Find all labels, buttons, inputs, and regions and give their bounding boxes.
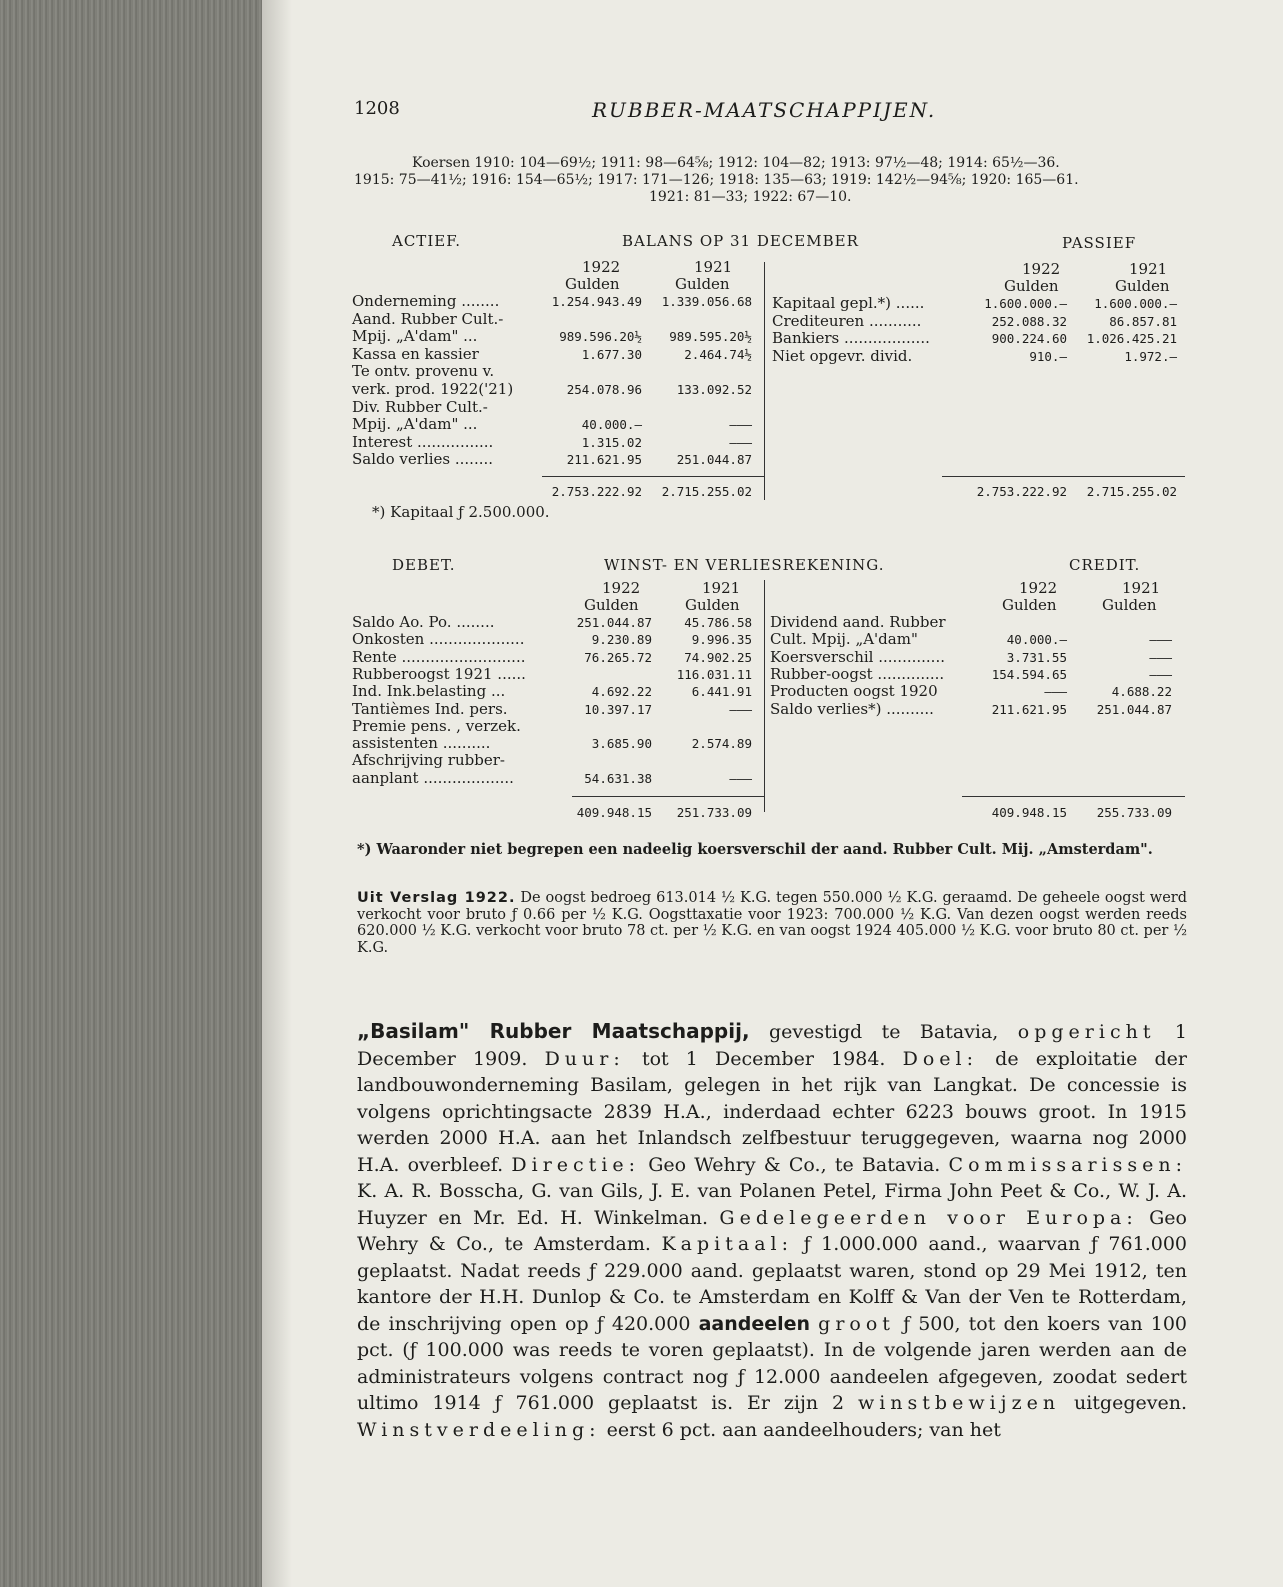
- passief-row-label: Kapitaal gepl.*) ......: [772, 294, 925, 312]
- basilam-duration: tot 1 December 1984.: [641, 1047, 886, 1070]
- debet-heading: DEBET.: [392, 556, 456, 574]
- basilam-seat: gevestigd te Batavia,: [769, 1021, 999, 1043]
- winst-footnote: *) Waaronder niet begrepen een nadeelig koersverschil der aand. Rubber Cult. Mij. „Amsterdam".: [357, 841, 1153, 858]
- debet-total-b: 251.733.09: [676, 805, 752, 820]
- debet-row-label: Tantièmes Ind. pers.: [352, 699, 508, 718]
- actief-row-value-a: 1.315.02: [581, 434, 642, 450]
- credit-row-value-a: ———: [1044, 684, 1067, 700]
- balans-divider: [764, 262, 765, 500]
- winst-divider: [764, 580, 765, 812]
- actief-row-value-b: ———: [729, 417, 752, 433]
- debet-row-value-b: 74.902.25: [684, 649, 752, 665]
- debet-unit-a: Gulden: [584, 596, 639, 614]
- actief-row-value-b: 2.464.74½: [684, 346, 752, 362]
- winstbewijzen-label: winstbewijzen: [857, 1392, 1061, 1414]
- credit-year-a: 1922: [1019, 579, 1058, 597]
- passief-unit-a: Gulden: [1004, 277, 1059, 295]
- koersen-line-1: Koersen 1910: 104—69½; 1911: 98—64⅝; 1912: 104—82; 1913: 97½—48; 1914: 65½—36.: [412, 155, 1060, 171]
- credit-total-a: 409.948.15: [991, 805, 1067, 820]
- passief-row-value-b: 1.600.000.—: [1094, 296, 1177, 311]
- debet-row-value-b: ———: [729, 701, 752, 717]
- winstverdeeling-label: Winstverdeeling:: [357, 1418, 601, 1441]
- actief-row-label: Mpij. „A'dam" ...: [352, 327, 478, 346]
- credit-row-value-a: 3.731.55: [1006, 649, 1067, 665]
- passief-total-b: 2.715.255.02: [1086, 484, 1177, 499]
- actief-row-value-a: 989.596.20½: [559, 329, 642, 345]
- company-name: „Basilam" Rubber Maatschappij,: [357, 1019, 750, 1043]
- debet-row-value-b: 6.441.91: [691, 684, 752, 700]
- passief-total-a: 2.753.222.92: [976, 484, 1067, 499]
- basilam-kapitaal: ƒ 1.000.000 aand., waarvan ƒ 761.000 geplaatst. Nadat reeds ƒ 229.000 aand. geplaatst waren, stond op 29 Mei 1912, ten kantore der H.H. Dunlop & Co. te Amsterdam en Kolff & Van der Ven te Rotterdam, de inschrijving open op ƒ 420.000: [357, 1233, 1188, 1335]
- passief-unit-b: Gulden: [1115, 277, 1170, 295]
- kapitaal-label: Kapitaal:: [661, 1233, 794, 1255]
- credit-row-value-a: 211.621.95: [991, 701, 1067, 717]
- duur-label: Duur:: [544, 1047, 625, 1070]
- passief-row-value-b: 1.972.—: [1124, 348, 1177, 364]
- credit-row-label: Producten oogst 1920: [770, 682, 938, 701]
- actief-row-value-a: 211.621.95: [566, 452, 642, 468]
- basilam-gedelegeerden: Geo Wehry & Co., te Amsterdam.: [357, 1206, 1187, 1255]
- credit-total-rule: [962, 796, 1185, 797]
- passief-year-b: 1921: [1129, 260, 1168, 278]
- actief-row-label: verk. prod. 1922('21): [352, 380, 514, 398]
- actief-row-value-b: 989.595.20½: [669, 329, 752, 345]
- passief-year-a: 1922: [1022, 260, 1061, 278]
- balans-footnote: *) Kapitaal ƒ 2.500.000.: [372, 503, 550, 521]
- basilam-issued: uitgegeven.: [1073, 1392, 1187, 1414]
- actief-row-label: Te ontv. provenu v.: [352, 362, 495, 381]
- opgericht-label: opgericht: [1017, 1021, 1156, 1043]
- credit-year-b: 1921: [1122, 579, 1161, 597]
- actief-total-a: 2.753.222.92: [551, 484, 642, 499]
- commissarissen-label: Commissarissen:: [948, 1153, 1188, 1176]
- directie-label: Directie:: [511, 1153, 641, 1176]
- credit-row-value-b: ———: [1149, 649, 1172, 665]
- actief-row-value-a: 254.078.96: [566, 382, 642, 397]
- verslag-lead: Uit Verslag 1922.: [357, 890, 516, 906]
- basilam-founded: 1 December 1909.: [357, 1021, 1187, 1070]
- passief-heading: PASSIEF: [1062, 234, 1137, 252]
- debet-row-label: Afschrijving rubber-: [352, 751, 505, 770]
- actief-row-label: Onderneming ........: [352, 292, 500, 310]
- debet-row-label: Rente ..........................: [352, 647, 526, 666]
- credit-row-label: Dividend aand. Rubber: [770, 613, 946, 631]
- credit-total-b: 255.733.09: [1096, 805, 1172, 820]
- passief-row-label: Bankiers ..................: [772, 329, 930, 348]
- balans-unit-a: Gulden: [565, 275, 620, 293]
- basilam-winstverdeeling: eerst 6 pct. aan aandeelhouders; van het: [606, 1418, 1001, 1441]
- running-title: RUBBER-MAATSCHAPPIJEN.: [592, 98, 937, 122]
- credit-row-value-a: 40.000.—: [1006, 632, 1067, 648]
- balans-year-a: 1922: [582, 258, 621, 276]
- debet-total-a: 409.948.15: [576, 805, 652, 820]
- verslag-text: De oogst bedroeg 613.014 ½ K.G. tegen 550.000 ½ K.G. geraamd. De geheele oogst werd verkocht voor bruto ƒ 0.66 per ½ K.G. Oogsttaxatie voor 1923: 700.000 ½ K.G. Van dezen oogst werden reeds 620.000 ½ K.G. verkocht voor bruto 78 ct. per ½ K.G. en van oogst 1924 405.000 ½ K.G. voor bruto 80 ct. per ½ K.G.: [357, 890, 1187, 956]
- debet-row-label: Saldo Ao. Po. ........: [352, 613, 495, 631]
- debet-row-label: Rubberoogst 1921 ......: [352, 664, 526, 683]
- debet-total-rule: [572, 796, 764, 797]
- balans-year-b: 1921: [694, 258, 733, 276]
- actief-row-label: Mpij. „A'dam" ...: [352, 415, 478, 434]
- actief-row-label: Aand. Rubber Cult.-: [352, 309, 504, 328]
- actief-row-value-a: 1.254.943.49: [551, 294, 642, 309]
- debet-row-value-b: 9.996.35: [691, 632, 752, 648]
- actief-row-label: Interest ................: [352, 432, 494, 451]
- passief-row-value-a: 1.600.000.—: [984, 296, 1067, 311]
- passief-row-value-b: 1.026.425.21: [1086, 331, 1177, 347]
- debet-row-value-a: 3.685.90: [591, 736, 652, 752]
- debet-row-value-a: 76.265.72: [584, 649, 652, 665]
- balans-title: BALANS OP 31 DECEMBER: [622, 232, 859, 250]
- actief-row-value-a: 40.000.—: [581, 417, 642, 433]
- debet-unit-b: Gulden: [685, 596, 740, 614]
- book-page-edges: [0, 0, 280, 1587]
- book-page: [262, 0, 1283, 1587]
- debet-row-value-a: 9.230.89: [591, 632, 652, 648]
- actief-row-value-a: 1.677.30: [581, 346, 642, 362]
- debet-row-label: aanplant ...................: [352, 768, 514, 787]
- basilam-commissarissen: K. A. R. Bosscha, G. van Gils, J. E. van Polanen Petel, Firma John Peet & Co., W. J. A. Huyzer en Mr. Ed. H. Winkelman.: [357, 1180, 1187, 1229]
- verslag-paragraph: [357, 890, 1187, 956]
- actief-heading: ACTIEF.: [392, 232, 462, 250]
- basilam-paragraph: [357, 1018, 1187, 1443]
- passief-row-value-a: 252.088.32: [991, 313, 1067, 329]
- passief-row-value-a: 910.—: [1029, 348, 1067, 364]
- actief-row-label: Saldo verlies ........: [352, 450, 494, 469]
- actief-total-b: 2.715.255.02: [661, 484, 752, 499]
- credit-row-label: Cult. Mpij. „A'dam": [770, 630, 918, 649]
- credit-row-label: Saldo verlies*) ..........: [770, 699, 934, 718]
- page-number: 1208: [354, 98, 400, 119]
- debet-row-label: assistenten ..........: [352, 734, 491, 753]
- actief-row-value-b: ———: [729, 434, 752, 450]
- credit-heading: CREDIT.: [1069, 556, 1141, 574]
- debet-row-value-b: 2.574.89: [691, 736, 752, 752]
- debet-row-label: Ind. Ink.belasting ...: [352, 682, 506, 701]
- passief-row-label: Crediteuren ...........: [772, 311, 922, 330]
- debet-row-value-b: ———: [729, 770, 752, 786]
- passief-row-value-b: 86.857.81: [1109, 313, 1177, 329]
- groot-label: groot: [818, 1312, 895, 1335]
- debet-row-value-a: 4.692.22: [591, 684, 652, 700]
- credit-row-value-b: 4.688.22: [1111, 684, 1172, 700]
- koersen-line-3: 1921: 81—33; 1922: 67—10.: [649, 189, 852, 205]
- credit-row-value-a: 154.594.65: [991, 666, 1067, 682]
- credit-row-value-b: 251.044.87: [1096, 701, 1172, 717]
- debet-row-value-a: 54.631.38: [584, 770, 652, 786]
- actief-row-value-b: 133.092.52: [676, 382, 752, 397]
- debet-row-label: Onkosten ....................: [352, 630, 525, 649]
- actief-row-label: Div. Rubber Cult.-: [352, 397, 488, 416]
- koersen-line-2: 1915: 75—41½; 1916: 154—65½; 1917: 171—126; 1918: 135—63; 1919: 142½—94⅝; 1920: 165—61.: [354, 172, 1079, 188]
- credit-unit-b: Gulden: [1102, 596, 1157, 614]
- debet-year-b: 1921: [702, 579, 741, 597]
- credit-row-label: Rubber-oogst ..............: [770, 664, 945, 683]
- credit-row-value-b: ———: [1149, 632, 1172, 648]
- passief-row-label: Niet opgevr. divid.: [772, 346, 913, 365]
- actief-row-label: Kassa en kassier: [352, 344, 479, 363]
- passief-row-value-a: 900.224.60: [991, 331, 1067, 347]
- debet-row-value-a: 10.397.17: [584, 701, 652, 717]
- debet-year-a: 1922: [602, 579, 641, 597]
- debet-row-value-a: 251.044.87: [576, 615, 652, 630]
- credit-unit-a: Gulden: [1002, 596, 1057, 614]
- actief-row-value-b: 251.044.87: [676, 452, 752, 468]
- debet-row-value-b: 45.786.58: [684, 615, 752, 630]
- aandeelen-label: aandeelen: [698, 1312, 811, 1335]
- basilam-shares: ƒ 500, tot den koers van 100 pct. (ƒ 100.000 was reeds te voren geplaatst). In de volgende jaren werden aan de administrateurs volgens contract nog ƒ 12.000 aandeelen afgegeven, zoodat sedert ultimo 1914 ƒ 761.000 geplaatst is. Er zijn 2: [357, 1312, 1188, 1414]
- actief-total-rule: [542, 476, 764, 477]
- doel-label: Doel:: [902, 1047, 979, 1070]
- actief-row-value-b: 1.339.056.68: [661, 294, 752, 309]
- credit-row-label: Koersverschil ..............: [770, 647, 945, 666]
- debet-row-value-b: 116.031.11: [676, 666, 752, 682]
- basilam-directie: Geo Wehry & Co., te Batavia.: [648, 1153, 941, 1176]
- winst-title: WINST- EN VERLIESREKENING.: [604, 556, 885, 574]
- balans-unit-b: Gulden: [675, 275, 730, 293]
- basilam-purpose: de exploitatie der landbouwonderneming Basilam, gelegen in het rijk van Langkat. De concessie is volgens oprichtingsacte 2839 H.A., inderdaad echter 6223 bouws groot. In 1915 werden 2000 H.A. aan het Inlandsch zelfbestuur teruggegeven, waarna nog 2000 H.A. overbleef.: [357, 1047, 1187, 1176]
- gedelegeerden-label: Gedelegeerden voor Europa:: [719, 1206, 1138, 1229]
- debet-row-label: Premie pens. , verzek.: [352, 716, 521, 735]
- passief-total-rule: [942, 476, 1185, 477]
- credit-row-value-b: ———: [1149, 666, 1172, 682]
